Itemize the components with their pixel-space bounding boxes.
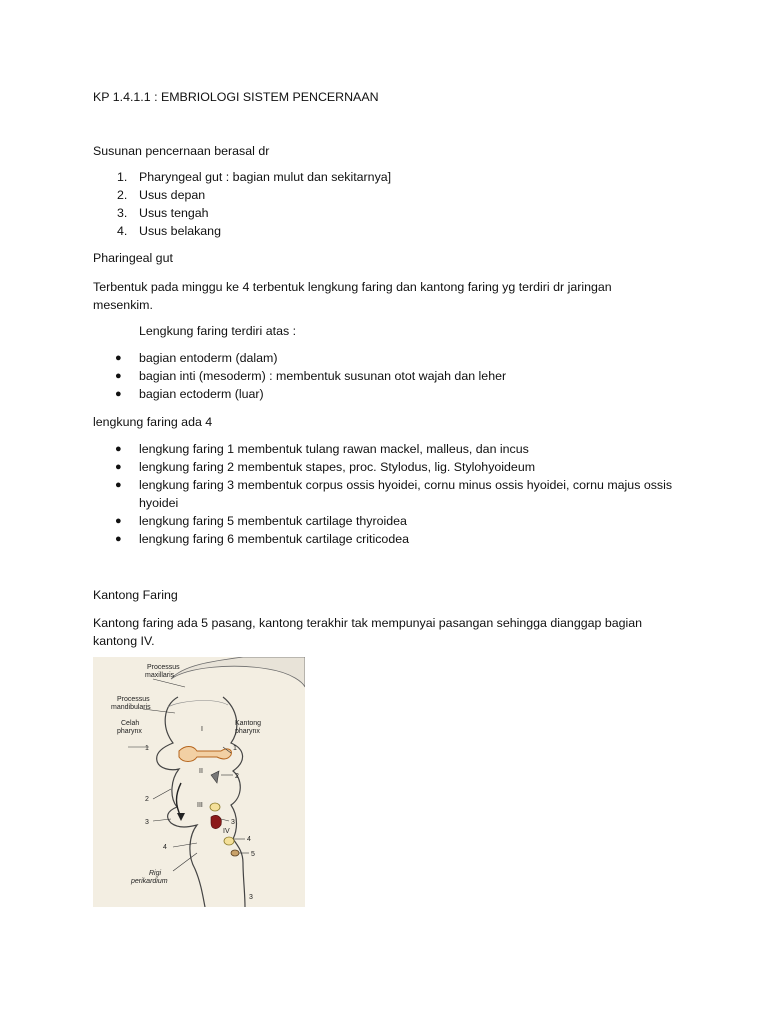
label-processus-mandibularis: Processus bbox=[117, 696, 150, 703]
pharyngeal-heading: Pharingeal gut bbox=[93, 251, 173, 265]
svg-text:2: 2 bbox=[145, 796, 149, 803]
svg-text:4: 4 bbox=[247, 836, 251, 843]
list-item: ● lengkung faring 6 membentuk cartilage criticodea bbox=[115, 532, 409, 546]
list-item: ● lengkung faring 3 membentuk corpus ossis hyoidei, cornu minus ossis hyoidei, cornu majus ossis hyoidei bbox=[115, 478, 673, 510]
list-item: ● lengkung faring 5 membentuk cartilage thyroidea bbox=[115, 514, 407, 528]
list-item: ● bagian inti (mesoderm) : membentuk susunan otot wajah dan leher bbox=[115, 369, 507, 383]
list-item: ● lengkung faring 1 membentuk tulang rawan mackel, malleus, dan incus bbox=[115, 442, 529, 456]
svg-text:III: III bbox=[197, 802, 203, 809]
list-item: ● bagian ectoderm (luar) bbox=[115, 387, 264, 401]
svg-text:3: 3 bbox=[231, 819, 235, 826]
svg-text:5: 5 bbox=[251, 851, 255, 858]
bullet-icon: ● bbox=[115, 515, 122, 527]
arches-list bbox=[93, 440, 683, 548]
origins-list bbox=[93, 168, 683, 240]
arch-count-text: lengkung faring ada 4 bbox=[93, 415, 213, 429]
svg-text:1: 1 bbox=[145, 745, 149, 752]
svg-text:perikardium: perikardium bbox=[131, 878, 168, 885]
pharyngeal-text: Terbentuk pada minggu ke 4 terbentuk lengkung faring dan kantong faring yg terdiri dr jaringan mesenkim. bbox=[93, 280, 612, 312]
bullet-icon: ● bbox=[115, 533, 122, 545]
list-item: ● lengkung faring 2 membentuk stapes, proc. Stylodus, lig. Stylohyoideum bbox=[115, 460, 536, 474]
label-processus-maxillaris: Processus bbox=[147, 664, 180, 671]
svg-text:pharynx: pharynx bbox=[235, 728, 260, 735]
bullet-icon: ● bbox=[115, 388, 122, 400]
label-kantong-pharynx: Kantong bbox=[235, 720, 262, 727]
svg-text:mandibularis: mandibularis bbox=[111, 704, 151, 711]
svg-text:pharynx: pharynx bbox=[117, 728, 142, 735]
intro-text: Susunan pencernaan berasal dr bbox=[93, 144, 270, 158]
pharyngeal-pouch-diagram bbox=[93, 657, 305, 907]
label-celah-pharynx: Celah bbox=[121, 720, 140, 727]
list-item: 1. Pharyngeal gut : bagian mulut dan sekitarnya] bbox=[117, 170, 392, 184]
svg-text:1: 1 bbox=[233, 745, 237, 752]
svg-text:maxillaris: maxillaris bbox=[145, 672, 175, 679]
arch-consists-text: Lengkung faring terdiri atas : bbox=[139, 324, 297, 338]
label-rigi-perikardium: Rigi bbox=[149, 870, 162, 877]
bullet-icon: ● bbox=[115, 443, 122, 455]
bullet-icon: ● bbox=[115, 479, 122, 491]
svg-text:II: II bbox=[199, 768, 203, 775]
svg-text:2: 2 bbox=[235, 773, 239, 780]
bullet-icon: ● bbox=[115, 352, 122, 364]
list-item: ● bagian entoderm (dalam) bbox=[115, 351, 278, 365]
svg-text:4: 4 bbox=[163, 844, 167, 851]
svg-text:3: 3 bbox=[145, 819, 149, 826]
arch-layers-list bbox=[93, 349, 683, 403]
list-item: 2. Usus depan bbox=[117, 188, 206, 202]
list-item: 4. Usus belakang bbox=[117, 224, 221, 238]
diagram-svg bbox=[93, 657, 305, 907]
svg-text:3: 3 bbox=[249, 894, 253, 901]
bullet-icon: ● bbox=[115, 370, 122, 382]
svg-text:IV: IV bbox=[223, 828, 230, 835]
svg-text:I: I bbox=[201, 726, 203, 733]
pouch-text: Kantong faring ada 5 pasang, kantong terakhir tak mempunyai pasangan sehingga dianggap bagian kantong IV. bbox=[93, 616, 643, 648]
document-title: KP 1.4.1.1 : EMBRIOLOGI SISTEM PENCERNAAN bbox=[93, 90, 379, 104]
pouch-heading: Kantong Faring bbox=[93, 588, 178, 602]
bullet-icon: ● bbox=[115, 461, 122, 473]
list-item: 3. Usus tengah bbox=[117, 206, 209, 220]
